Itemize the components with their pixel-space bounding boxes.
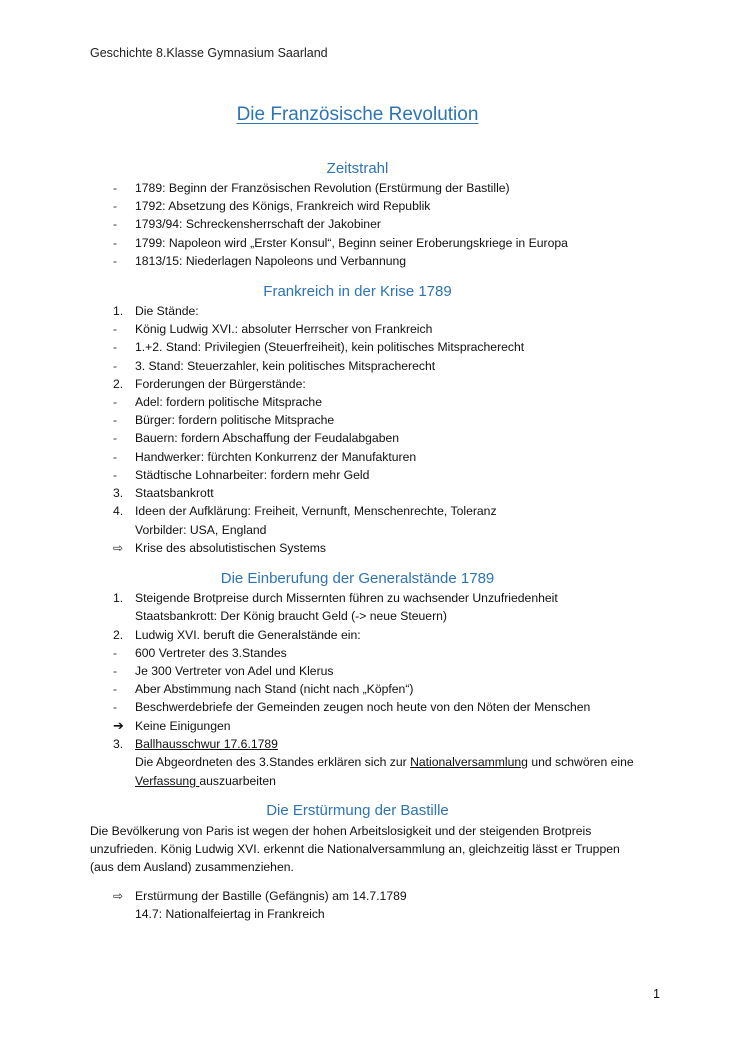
page-title: Die Französische Revolution [236, 104, 479, 125]
section-title-zeitstrahl: Zeitstrahl [326, 160, 389, 177]
section-title-generalstaende: Die Einberufung der Generalstände 1789 [220, 570, 495, 587]
arrow-right-icon: ⇨ [113, 541, 124, 555]
arrow-right-icon: ⇨ [113, 889, 124, 903]
section-title-bastille: Die Erstürmung der Bastille [266, 802, 449, 819]
document-header: Geschichte 8.Klasse Gymnasium Saarland [90, 46, 328, 60]
arrow-right-bold-icon: ➔ [113, 718, 124, 733]
page-number: 1 [653, 987, 660, 1001]
section-title-krise: Frankreich in der Krise 1789 [263, 283, 452, 300]
